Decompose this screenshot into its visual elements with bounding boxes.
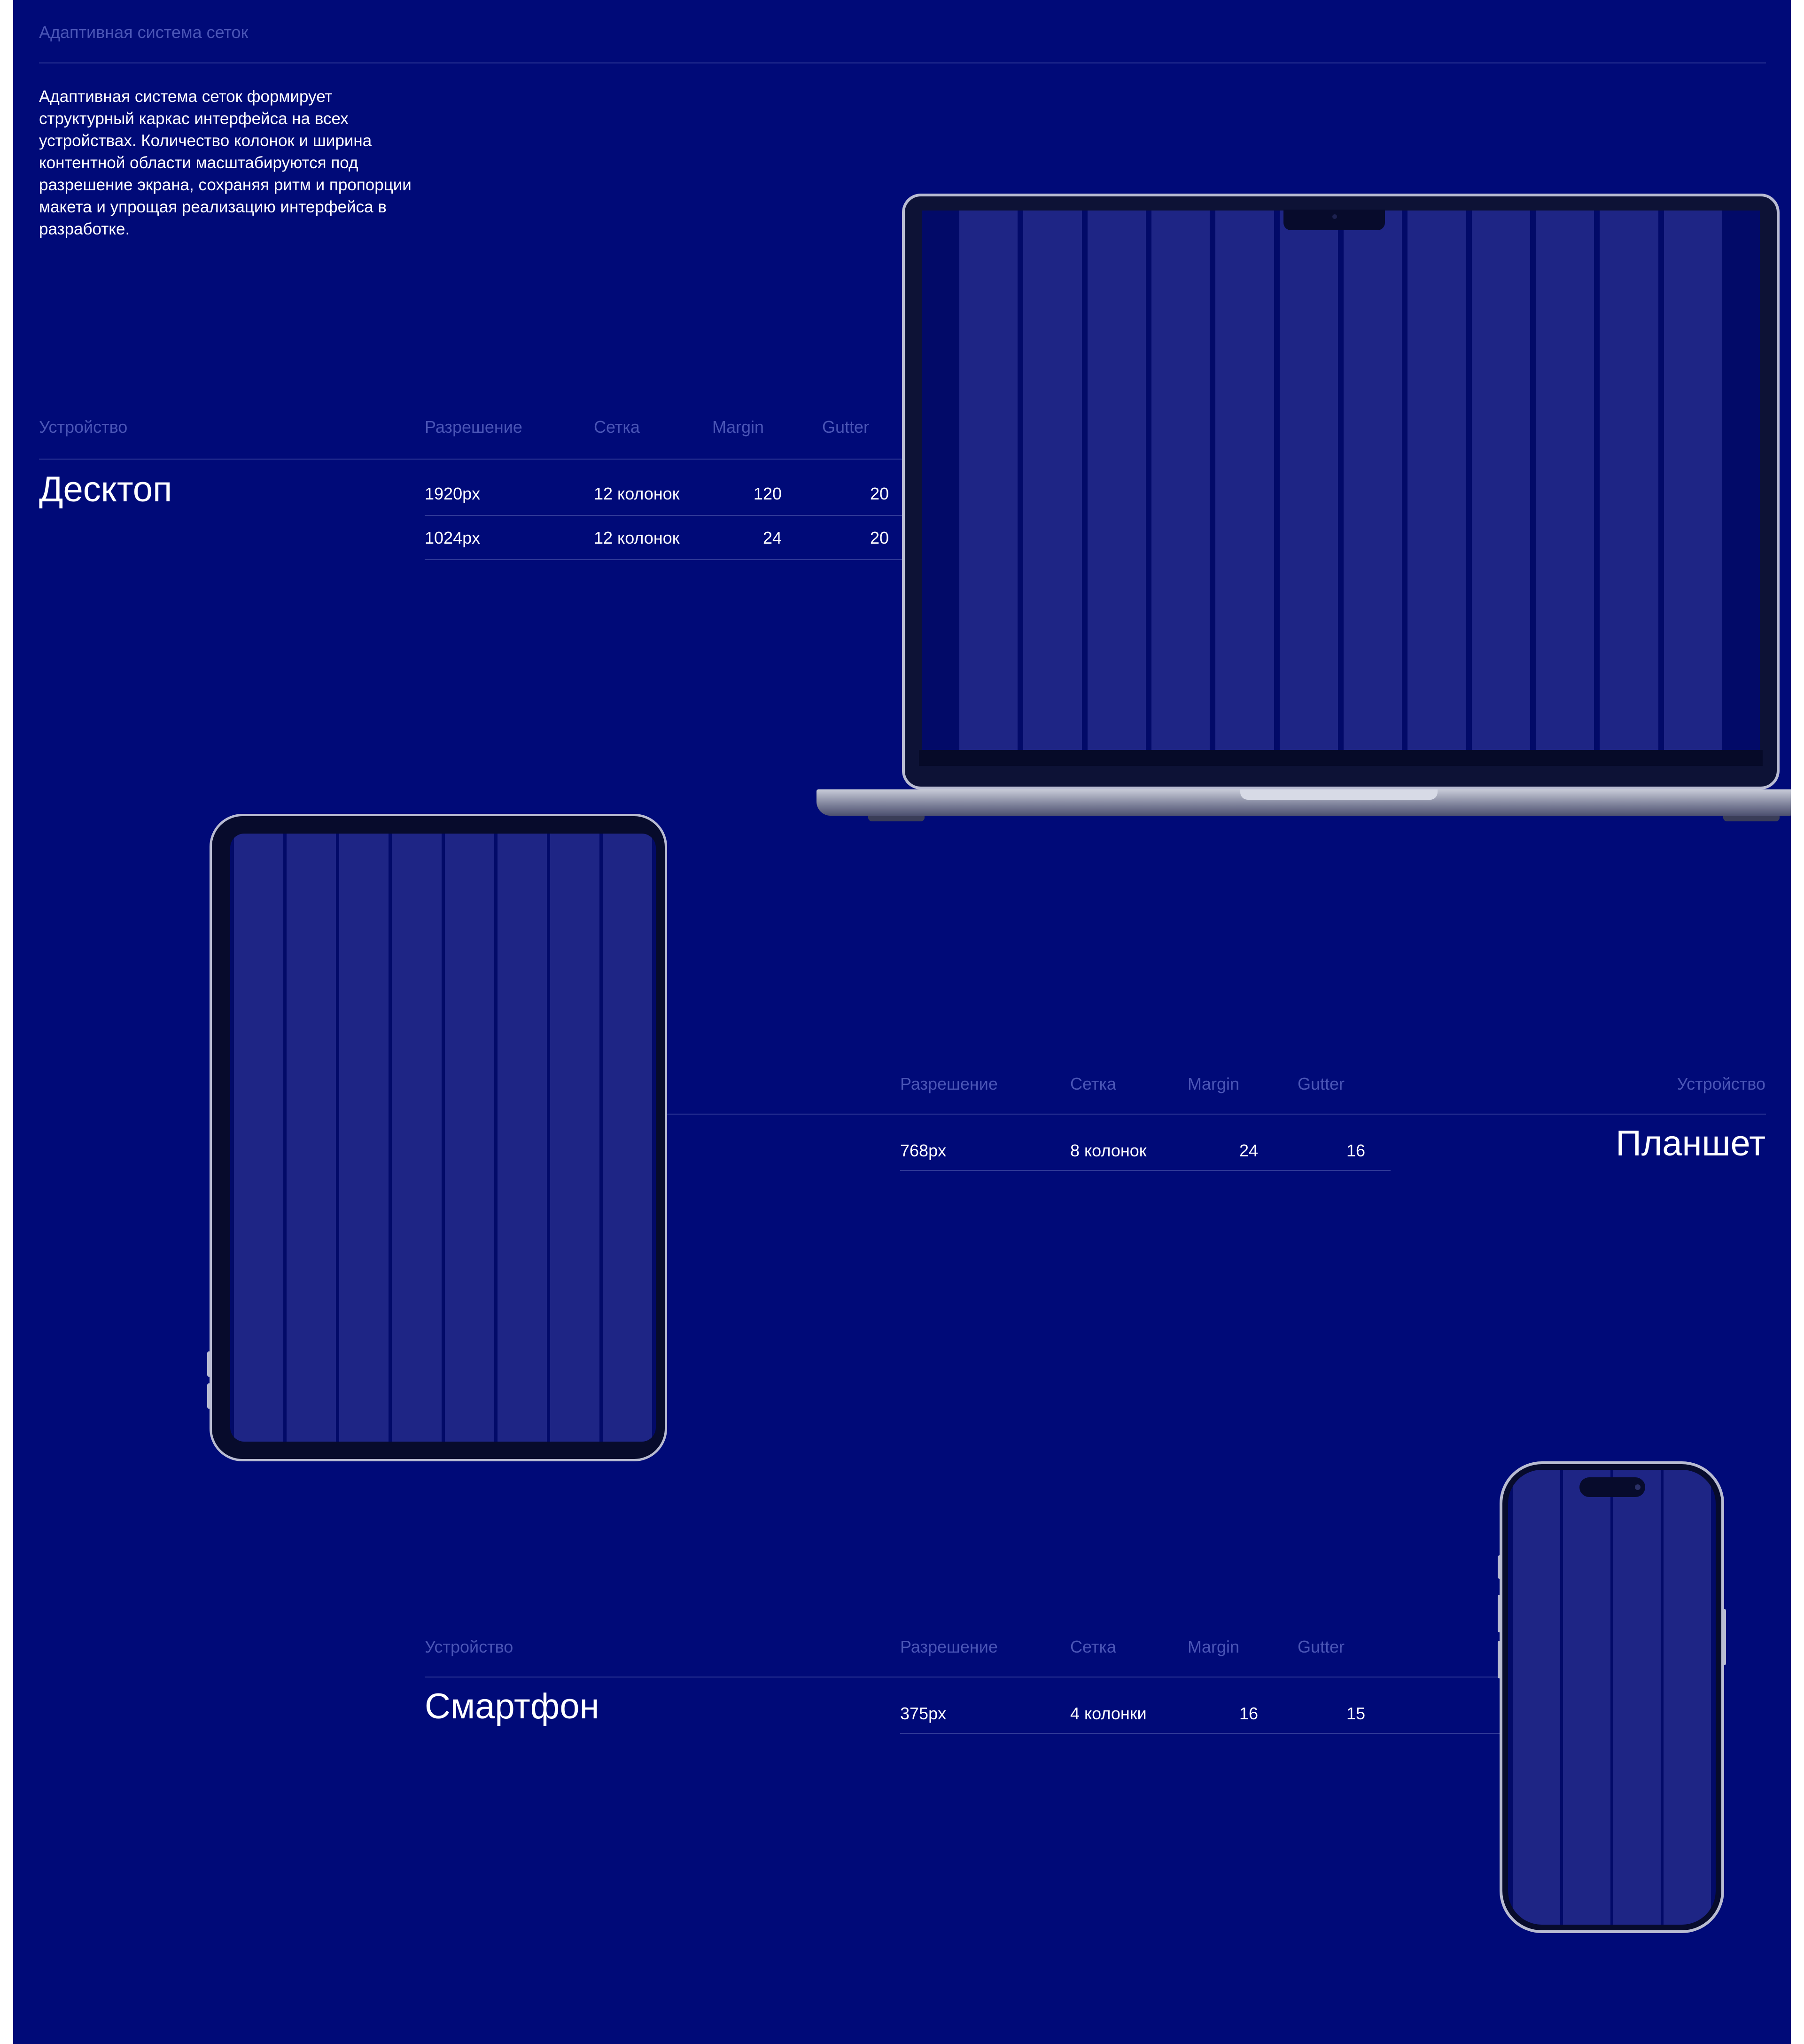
desktop-row-2-resolution: 1024px bbox=[425, 528, 481, 547]
phone-header-margin: Margin bbox=[1188, 1637, 1240, 1656]
smartphone-volume-down-button bbox=[1498, 1641, 1501, 1678]
tablet-table-bottom-divider bbox=[900, 1170, 1391, 1171]
smartphone-grid-column-3 bbox=[1613, 1470, 1661, 1925]
desktop-row-1-resolution: 1920px bbox=[425, 484, 481, 503]
phone-device-name: Смартфон bbox=[425, 1686, 599, 1726]
desktop-header-margin: Margin bbox=[712, 417, 764, 437]
laptop-grid-column-9 bbox=[1472, 211, 1530, 750]
laptop-grid-column-11 bbox=[1600, 211, 1658, 750]
desktop-row-1-grid: 12 колонок bbox=[594, 484, 680, 503]
smartphone-grid-column-4 bbox=[1664, 1470, 1711, 1925]
tablet-header-margin: Margin bbox=[1188, 1074, 1240, 1093]
phone-header-gutter: Gutter bbox=[1298, 1637, 1345, 1656]
tablet-volume-down-button bbox=[207, 1383, 211, 1409]
tablet-header-device: Устройство bbox=[1677, 1074, 1765, 1093]
laptop-grid-column-4 bbox=[1151, 211, 1210, 750]
desktop-row-1-margin: 120 bbox=[753, 484, 782, 503]
desktop-row-1-gutter: 20 bbox=[870, 484, 889, 503]
laptop-camera-icon bbox=[1332, 214, 1337, 219]
desktop-row-2-gutter: 20 bbox=[870, 528, 889, 547]
laptop-screen-grid bbox=[922, 211, 1760, 750]
phone-row-1-grid: 4 колонки bbox=[1070, 1704, 1147, 1723]
tablet-row-1-gutter: 16 bbox=[1346, 1141, 1365, 1160]
laptop-grid-column-7 bbox=[1344, 211, 1402, 750]
laptop-grid-column-3 bbox=[1088, 211, 1146, 750]
laptop-notch bbox=[1283, 210, 1385, 230]
tablet-header-gutter: Gutter bbox=[1298, 1074, 1345, 1093]
phone-row-1-resolution: 375px bbox=[900, 1704, 947, 1723]
laptop-grid-column-10 bbox=[1536, 211, 1594, 750]
tablet-grid-column-3 bbox=[339, 834, 389, 1442]
desktop-header-resolution: Разрешение bbox=[425, 417, 522, 437]
laptop-foot-right bbox=[1723, 816, 1780, 821]
desktop-row-divider bbox=[425, 515, 902, 516]
desktop-device-name: Десктоп bbox=[39, 469, 172, 509]
tablet-row-1-resolution: 768px bbox=[900, 1141, 947, 1160]
desktop-header-gutter: Gutter bbox=[822, 417, 870, 437]
phone-row-1-margin: 16 bbox=[1239, 1704, 1258, 1723]
laptop-grid-column-1 bbox=[959, 211, 1018, 750]
tablet-grid-column-4 bbox=[392, 834, 441, 1442]
smartphone-camera-icon bbox=[1635, 1484, 1641, 1490]
smartphone-grid-column-1 bbox=[1513, 1470, 1560, 1925]
intro-text: Адаптивная система сеток формирует структурный каркас интерфейса на всех устройствах. Количество колонок и ширина контентной области масштабируются под разрешение экрана, сохраняя ритм и пропорции макета и упрощая реализацию интерфейса в разработке. bbox=[39, 87, 412, 238]
desktop-row-2-margin: 24 bbox=[762, 528, 782, 547]
tablet-grid-column-6 bbox=[498, 834, 547, 1442]
tablet-grid-column-5 bbox=[445, 834, 494, 1442]
laptop-grid-column-12 bbox=[1664, 211, 1722, 750]
tablet-volume-up-button bbox=[207, 1351, 211, 1377]
laptop-grid-column-2 bbox=[1023, 211, 1081, 750]
top-divider bbox=[39, 62, 1766, 63]
tablet-row-1-grid: 8 колонок bbox=[1070, 1141, 1147, 1160]
laptop-opening-notch bbox=[1240, 789, 1438, 800]
tablet-grid-column-7 bbox=[550, 834, 599, 1442]
laptop-grid-column-8 bbox=[1407, 211, 1466, 750]
phone-table-bottom-divider bbox=[900, 1733, 1500, 1734]
desktop-header-device: Устройство bbox=[39, 417, 128, 437]
desktop-header-divider bbox=[39, 459, 902, 460]
laptop-grid-column-5 bbox=[1215, 211, 1274, 750]
phone-row-1-gutter: 15 bbox=[1346, 1704, 1365, 1723]
tablet-device-name: Планшет bbox=[1616, 1123, 1765, 1163]
smartphone-volume-up-button bbox=[1498, 1595, 1501, 1632]
tablet-grid-column-1 bbox=[234, 834, 283, 1442]
tablet-header-grid: Сетка bbox=[1070, 1074, 1116, 1093]
tablet-header-resolution: Разрешение bbox=[900, 1074, 998, 1093]
tablet-grid-column-2 bbox=[287, 834, 336, 1442]
laptop-grid-column-6 bbox=[1280, 211, 1338, 750]
desktop-row-2-grid: 12 колонок bbox=[594, 528, 680, 547]
phone-header-device: Устройство bbox=[425, 1637, 513, 1656]
smartphone-grid-column-2 bbox=[1563, 1470, 1610, 1925]
smartphone-action-button bbox=[1498, 1555, 1501, 1579]
laptop-foot-left bbox=[868, 816, 925, 821]
section-title: Адаптивная система сеток bbox=[39, 23, 249, 42]
tablet-header-divider bbox=[667, 1114, 1766, 1115]
desktop-table-bottom-divider bbox=[425, 559, 902, 560]
grid-system-page bbox=[13, 0, 1791, 2044]
smartphone-screen-grid bbox=[1508, 1470, 1716, 1925]
tablet-grid-column-8 bbox=[603, 834, 652, 1442]
tablet-screen-grid bbox=[230, 834, 656, 1442]
desktop-header-grid: Сетка bbox=[594, 417, 640, 437]
tablet-row-1-margin: 24 bbox=[1239, 1141, 1258, 1160]
smartphone-power-button bbox=[1722, 1609, 1726, 1665]
phone-header-grid: Сетка bbox=[1070, 1637, 1116, 1656]
phone-header-resolution: Разрешение bbox=[900, 1637, 998, 1656]
laptop-bezel-bottom bbox=[919, 750, 1763, 766]
